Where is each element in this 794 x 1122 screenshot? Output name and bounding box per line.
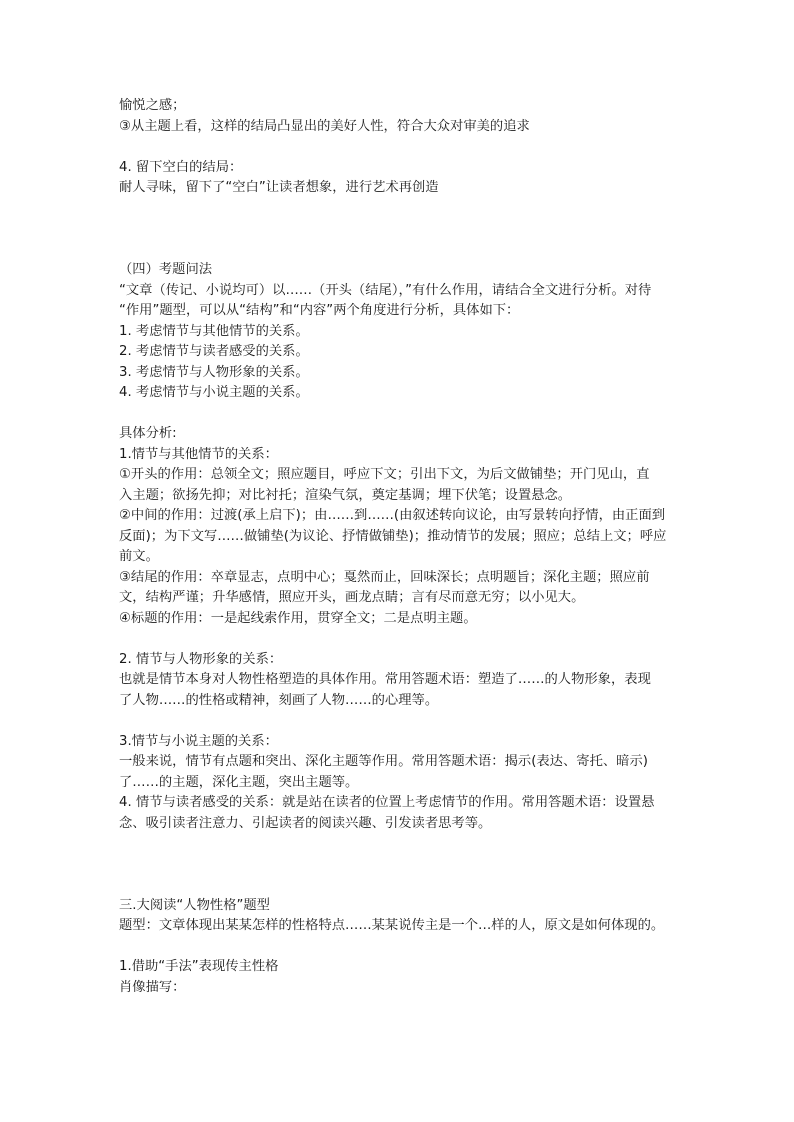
text-line: 一般来说，情节有点题和突出、深化主题等作用。常用答题术语：揭示(表达、寄托、暗示) — [119, 754, 648, 769]
list-item: 4. 考虑情节与小说主题的关系。 — [119, 385, 309, 400]
section-heading: 3.情节与小说主题的关系： — [119, 733, 278, 749]
text-line: 文，结构严谨；升华感情，照应开头，画龙点睛；言有尽而意无穷；以小见大。 — [119, 590, 585, 605]
text-line: ③结尾的作用：卒章显志，点明中心；戛然而止，回味深长；点明题旨；深化主题；照应前 — [119, 569, 650, 585]
text-line: ④标题的作用：一是起线索作用，贯穿全文；二是点明主题。 — [119, 610, 477, 626]
list-item: 1. 考虑情节与其他情节的关系。 — [119, 323, 309, 339]
text-line: 了……的主题，深化主题，突出主题等。 — [119, 774, 359, 790]
text-line: 肖像描写： — [119, 979, 186, 995]
section-heading: 4. 留下空白的结局： — [119, 159, 243, 175]
document-page — [119, 96, 679, 998]
text-line: 也就是情节本身对人物性格塑造的具体作用。常用答题术语：塑造了……的人物形象，表现 — [119, 672, 651, 687]
text-line: “文章（传记、小说均可）以……（开头（结尾），”有什么作用，请结合全文进行分析。对待 — [119, 282, 652, 298]
text-line: 了人物……的性格或精神，刻画了人物……的心理等。 — [119, 692, 439, 708]
text-line: 耐人寻味，留下了“空白”让读者想象，进行艺术再创造 — [119, 180, 439, 195]
text-line: 入主题；欲扬先抑；对比衬托；渲染气氛，奠定基调；埋下伏笔；设置悬念。 — [119, 487, 572, 503]
section-heading: （四）考题问法 — [119, 262, 213, 277]
text-line: 题型：文章体现出某某怎样的性格特点……某某说传主是一个…样的人，原文是如何体现的。 — [119, 918, 665, 933]
text-line: ①开头的作用：总领全文；照应题目，呼应下文；引出下文，为后文做铺垫；开门见山，直 — [119, 467, 650, 482]
text-line: ③从主题上看，这样的结局凸显出的美好人性，符合大众对审美的追求 — [119, 118, 530, 134]
section-heading: 1.借助“手法”表现传主性格 — [119, 959, 279, 974]
list-item: 3. 考虑情节与人物形象的关系。 — [119, 364, 309, 380]
text-line: 愉悦之感； — [119, 98, 186, 113]
section-heading: 2. 情节与人物形象的关系： — [119, 651, 283, 667]
list-item: 2. 考虑情节与读者感受的关系。 — [119, 344, 309, 359]
text-line: 前文。 — [119, 549, 159, 564]
text-line: 4. 情节与读者感受的关系：就是站在读者的位置上考虑情节的作用。常用答题术语：设置悬 — [119, 795, 655, 810]
section-heading: 具体分析: — [119, 426, 177, 441]
text-line: 念、吸引读者注意力、引起读者的阅读兴趣、引发读者思考等。 — [119, 815, 492, 831]
text-line: ②中间的作用：过渡(承上启下)；由……到……(由叙述转向议论，由写景转向抒情，由正面到 — [119, 508, 666, 523]
text-line: “作用”题型，可以从“结构”和“内容”两个角度进行分析，具体如下： — [119, 303, 520, 318]
section-heading: 1.情节与其他情节的关系： — [119, 446, 278, 462]
text-line: 反面)；为下文写……做铺垫(为议论、抒情做铺垫)；推动情节的发展；照应；总结上文；呼应 — [119, 528, 667, 544]
section-heading: 三.大阅读“人物性格”题型 — [119, 897, 270, 913]
